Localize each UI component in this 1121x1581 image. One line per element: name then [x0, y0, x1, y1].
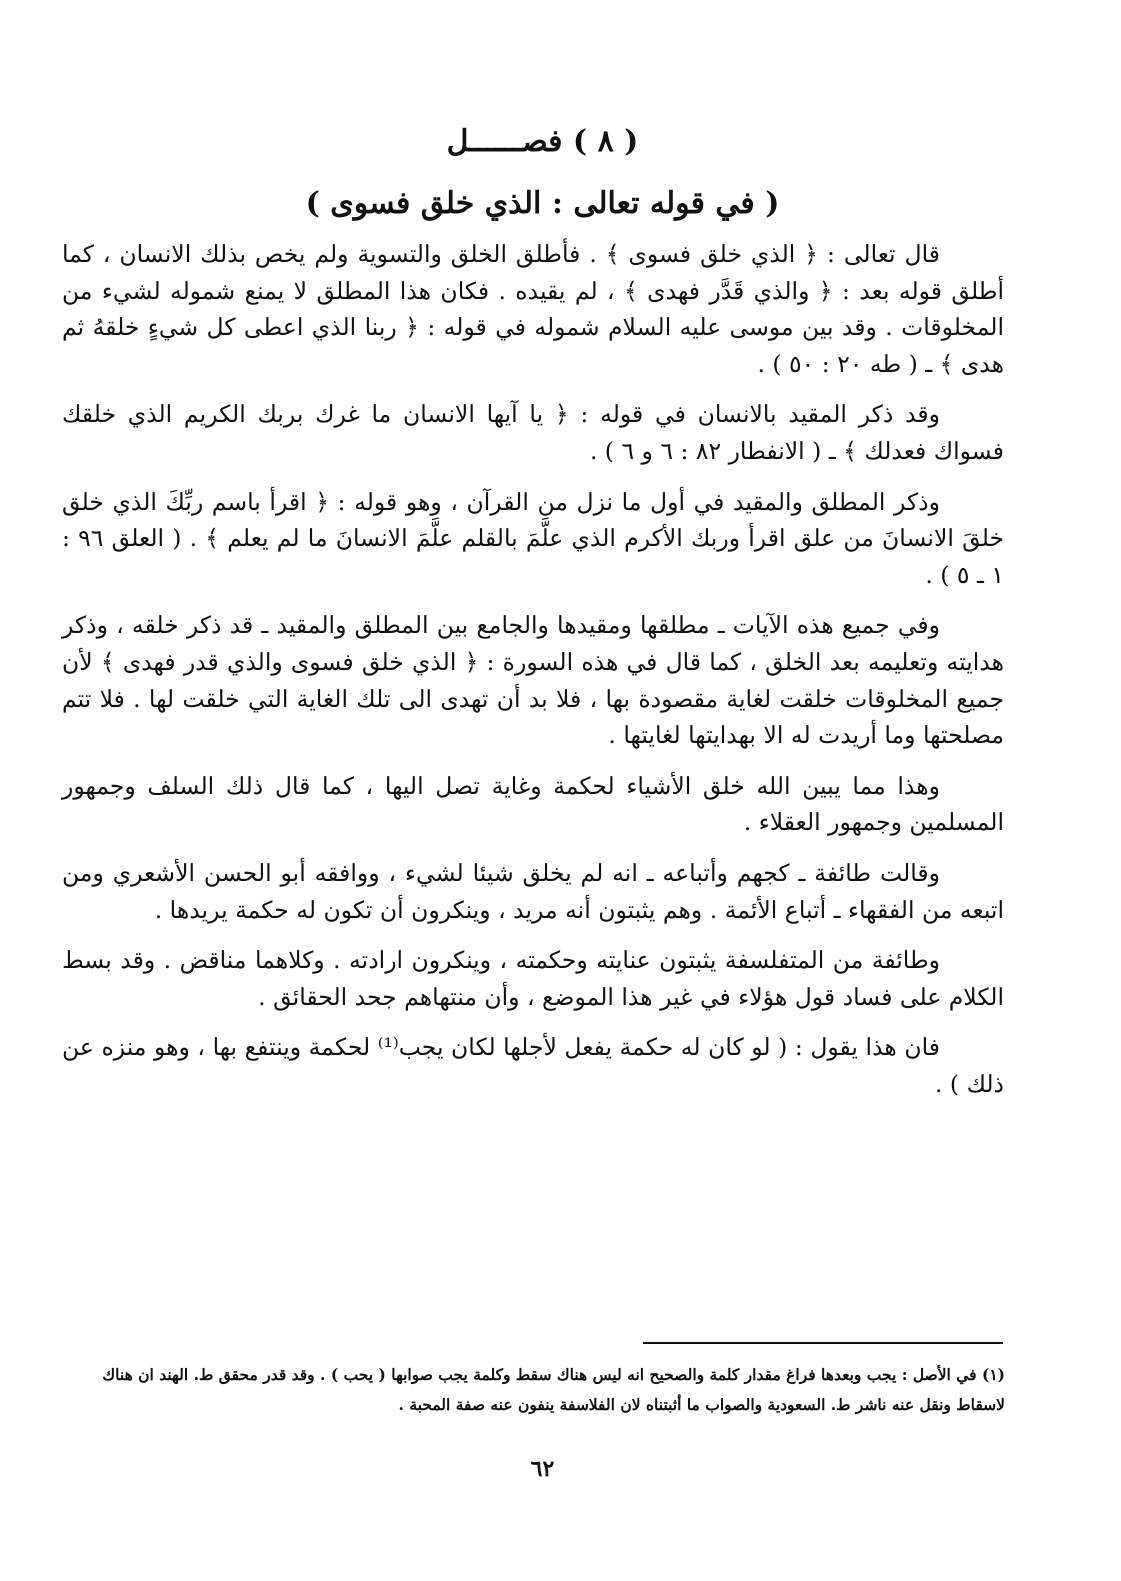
paragraph-7: وطائفة من المتفلسفة يثبتون عنايته وحكمته ، وينكرون ارادته . وكلاهما مناقض . وقد بسط الكلام على فساد قول هؤلاء في غير هذا الموضع ، وأن منتهاهم جحد الحقائق . — [62, 946, 1004, 1011]
paragraph-1: قال تعالى : ﴿ الذي خلق فسوى ﴾ . فأطلق الخلق والتسوية ولم يخص بذلك الانسان ، كما أطلق قوله بعد : ﴿ والذي قَدَّر فهدى ﴾ ، لم يقيده . فكان هذا المطلق لا يمنع شموله لشيء من المخلوقات . وقد بين موسى عليه السلام شموله في قوله : ﴿ ربنا الذي اعطى كل شيءٍ خلقهُ ثم هدى ﴾ ـ ( طه ٢٠ : ٥٠ ) . — [62, 240, 1004, 378]
section-number-heading: ( ٨ ) فصــــــل — [446, 124, 639, 159]
paragraph-4: وفي جميع هذه الآيات ـ مطلقها ومقيدها والجامع بين المطلق والمقيد ـ قد ذكر خلقه ، وذكر هدايته وتعليمه بعد الخلق ، كما قال في هذه السورة : ﴿ الذي خلق فسوى والذي قدر فهدى ﴾ لأن جميع المخلوقات خلقت لغاية مقصودة بها ، فلا بد أن تهدى الى تلك الغاية التي خلقت لها . فلا تتم مصلحتها وما أريدت له الا بهدايتها لغايتها . — [62, 611, 1004, 750]
section-subtitle: ( في قوله تعالى : الذي خلق فسوى ) — [305, 186, 780, 221]
paragraph-6: وقالت طائفة ـ كجهم وأتباعه ـ انه لم يخلق شيئا لشيء ، ووافقه أبو الحسن الأشعري ومن اتبعه من الفقهاء ـ أتباع الأئمة . وهم يثبتون أنه مريد ، وينكرون أن تكون له حكمة يريدها . — [62, 858, 1004, 924]
main-text — [62, 236, 1004, 1116]
footnote-divider — [643, 1342, 1003, 1344]
page-number: ٦٢ — [530, 1456, 555, 1482]
paragraph-8: فان هذا يقول : ( لو كان له حكمة يفعل لأجلها لكان يجب⁽¹⁾ لحكمة وينتفع بها ، وهو منزه عن ذلك ) . — [62, 1033, 1004, 1098]
paragraph-3: وذكر المطلق والمقيد في أول ما نزل من القرآن ، وهو قوله : ﴿ اقرأ باسم ربِّكَ الذي خلق خلقَ الانسانَ من علق اقرأ وربك الأكرم الذي علَّمَ بالقلم علَّمَ الانسانَ ما لم يعلم ﴾ . ( العلق ٩٦ : ١ ـ ٥ ) . — [62, 487, 1005, 589]
footnote: (١) في الأصل : يجب وبعدها فراغ مقدار كلمة والصحيح انه ليس هناك سقط وكلمة يجب صوابها ( يحب ) . وقد قدر محقق ط. الهند ان هناك لاسقاط ونقل عنه ناشر ط. السعودية والصواب ما أثبتناه لان الفلاسفة ينفون عنه صفة المحبة . — [102, 1365, 1005, 1414]
paragraph-2: وقد ذكر المقيد بالانسان في قوله : ﴿ يا آيها الانسان ما غرك بربك الكريم الذي خلقك فسواك فعدلك ﴾ ـ ( الانفطار ٨٢ : ٦ و ٦ ) . — [62, 400, 1004, 465]
paragraph-5: وهذا مما يبين الله خلق الأشياء لحكمة وغاية تصل اليها ، كما قال ذلك السلف وجمهور المسلمين وجمهور العقلاء . — [62, 771, 1004, 837]
